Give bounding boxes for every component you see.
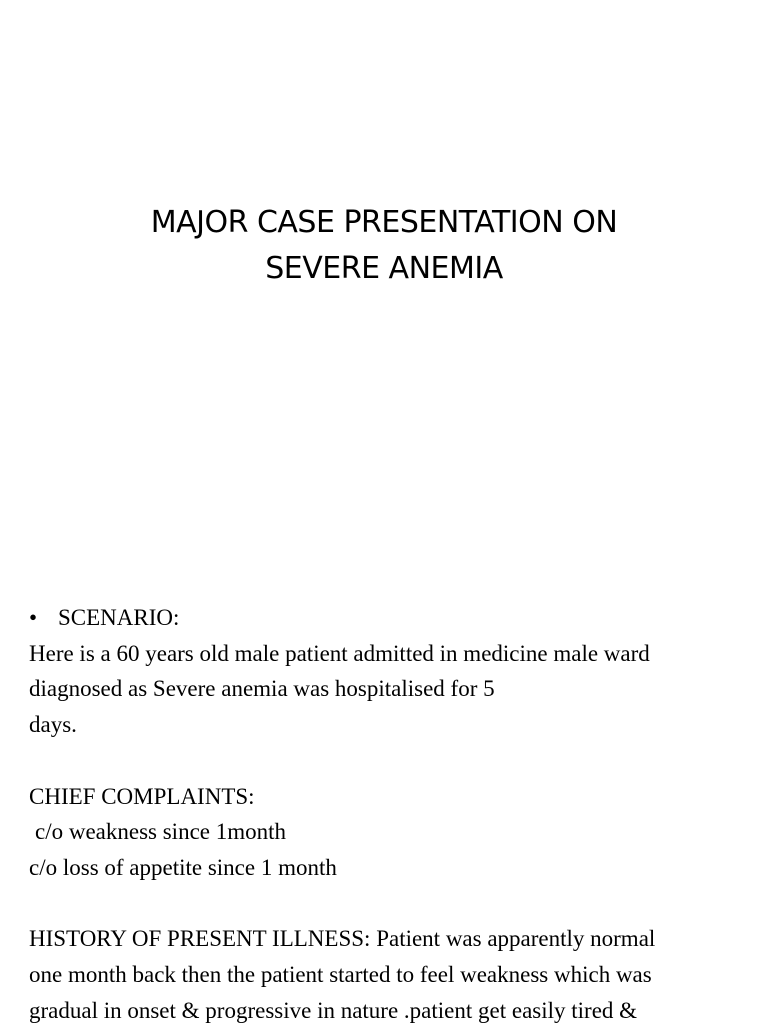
slide-title-line-1: MAJOR CASE PRESENTATION ON <box>150 205 618 240</box>
history-line-2: one month back then the patient started to feel weakness which was <box>29 962 652 987</box>
history-line-3: gradual in onset & progressive in nature .patient get easily tired & <box>29 997 638 1023</box>
scenario-line-3: days. <box>29 712 77 738</box>
case-body <box>29 600 759 1028</box>
complaint-item-2: c/o loss of appetite since 1 month <box>29 854 337 880</box>
slide-title <box>0 200 768 292</box>
history-line-1: HISTORY OF PRESENT ILLNESS: Patient was apparently normal <box>29 926 656 952</box>
scenario-line-2: diagnosed as Severe anemia was hospitalised for 5 <box>29 676 495 702</box>
chief-complaints-heading: CHIEF COMPLAINTS: <box>29 783 255 809</box>
blank-line <box>29 743 759 779</box>
scenario-heading-row <box>29 600 759 636</box>
bullet-icon: • <box>29 605 38 630</box>
slide-title-line-2: SEVERE ANEMIA <box>265 251 503 286</box>
scenario-line-1: Here is a 60 years old male patient admitted in medicine male ward <box>29 640 650 666</box>
complaint-item-1: c/o weakness since 1month <box>35 819 287 845</box>
scenario-heading: SCENARIO: <box>58 605 180 630</box>
blank-line <box>29 886 759 922</box>
